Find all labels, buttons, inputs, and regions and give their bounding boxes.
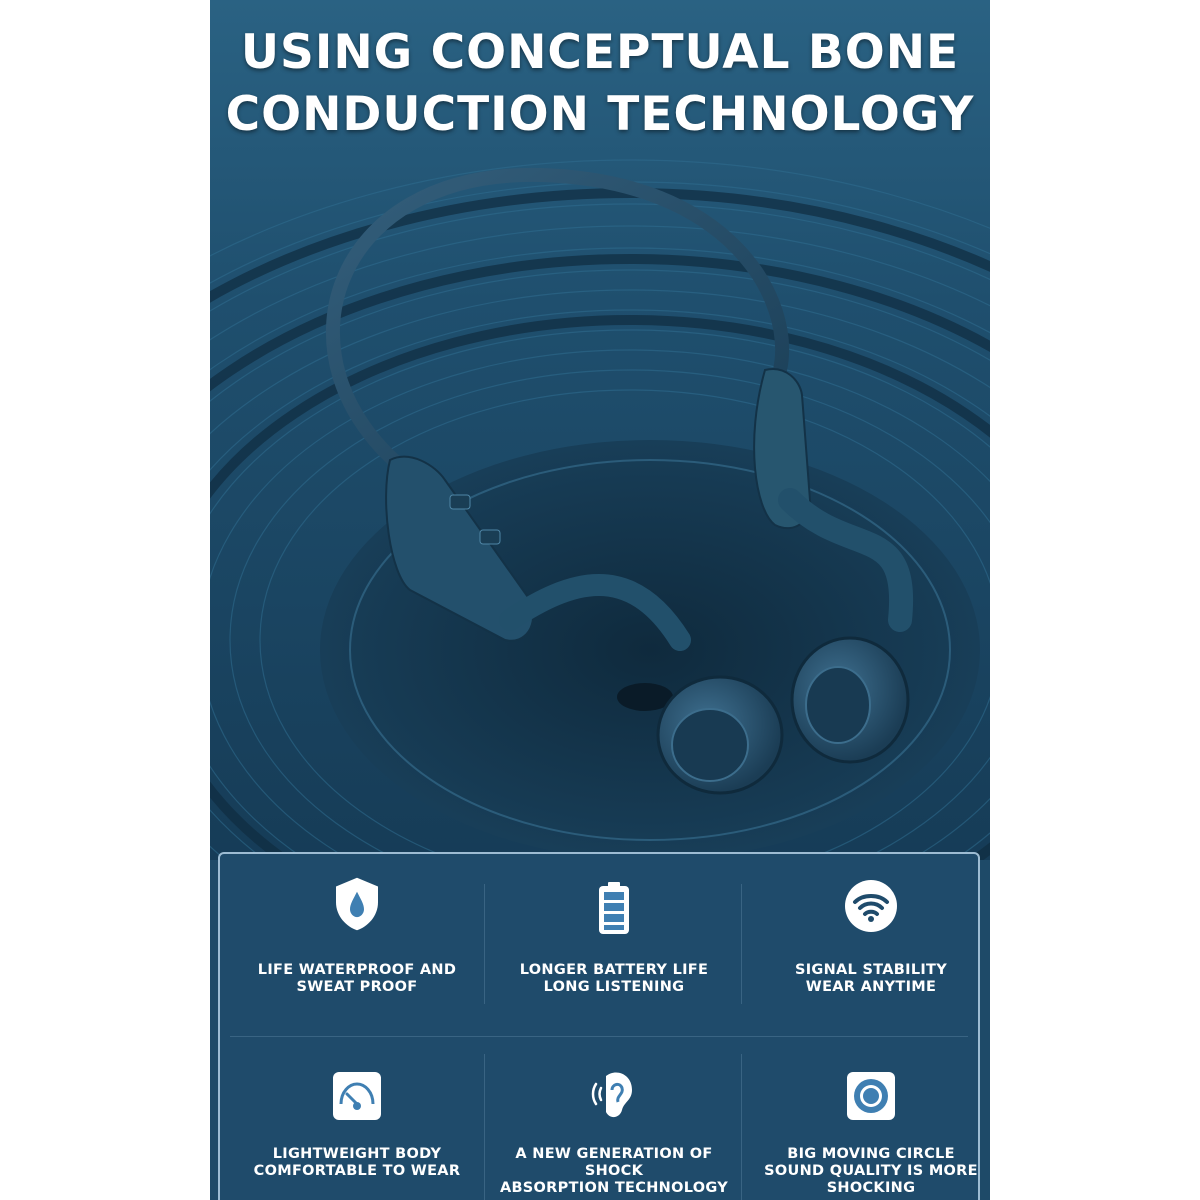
feature-label-line: LIFE WATERPROOF AND (257, 962, 457, 978)
feature-shock-absorption (487, 1040, 741, 1200)
wifi-signal-icon (843, 878, 899, 934)
gauge-icon (329, 1068, 385, 1124)
feature-label-line: WEAR ANYTIME (805, 979, 937, 995)
feature-waterproof (230, 854, 484, 1032)
divider (741, 1054, 742, 1200)
feature-label-line: LIGHTWEIGHT BODY (272, 1146, 442, 1162)
feature-label-line: SWEAT PROOF (296, 979, 418, 995)
divider (741, 884, 742, 1004)
water-drop-shield-icon (329, 876, 385, 932)
feature-label-line: BIG MOVING CIRCLE (787, 1146, 955, 1162)
feature-label-line: LONG LISTENING (543, 979, 685, 995)
feature-battery (487, 854, 741, 1032)
product-poster (210, 0, 990, 1200)
title-line-1: USING CONCEPTUAL BONE (240, 25, 960, 80)
feature-label-line: SOUND QUALITY IS MORE (764, 1163, 978, 1179)
feature-label-line: COMFORTABLE TO WEAR (253, 1163, 461, 1179)
feature-signal (744, 854, 990, 1032)
feature-label-line: ABSORPTION TECHNOLOGY (499, 1180, 729, 1196)
feature-label-line: SHOCKING (826, 1180, 916, 1196)
page-title (210, 22, 990, 146)
speaker-circle-icon (843, 1068, 899, 1124)
feature-lightweight (230, 1040, 484, 1200)
title-line-2: CONDUCTION TECHNOLOGY (225, 87, 975, 142)
feature-sound-quality (744, 1040, 990, 1200)
ear-icon (586, 1066, 642, 1122)
divider (484, 884, 485, 1004)
divider (484, 1054, 485, 1200)
feature-label-line: A NEW GENERATION OF SHOCK (515, 1146, 713, 1179)
feature-label-line: LONGER BATTERY LIFE (519, 962, 709, 978)
divider (230, 1036, 968, 1037)
feature-label-line: SIGNAL STABILITY (794, 962, 948, 978)
battery-icon (586, 880, 642, 936)
features-panel (218, 852, 980, 1200)
